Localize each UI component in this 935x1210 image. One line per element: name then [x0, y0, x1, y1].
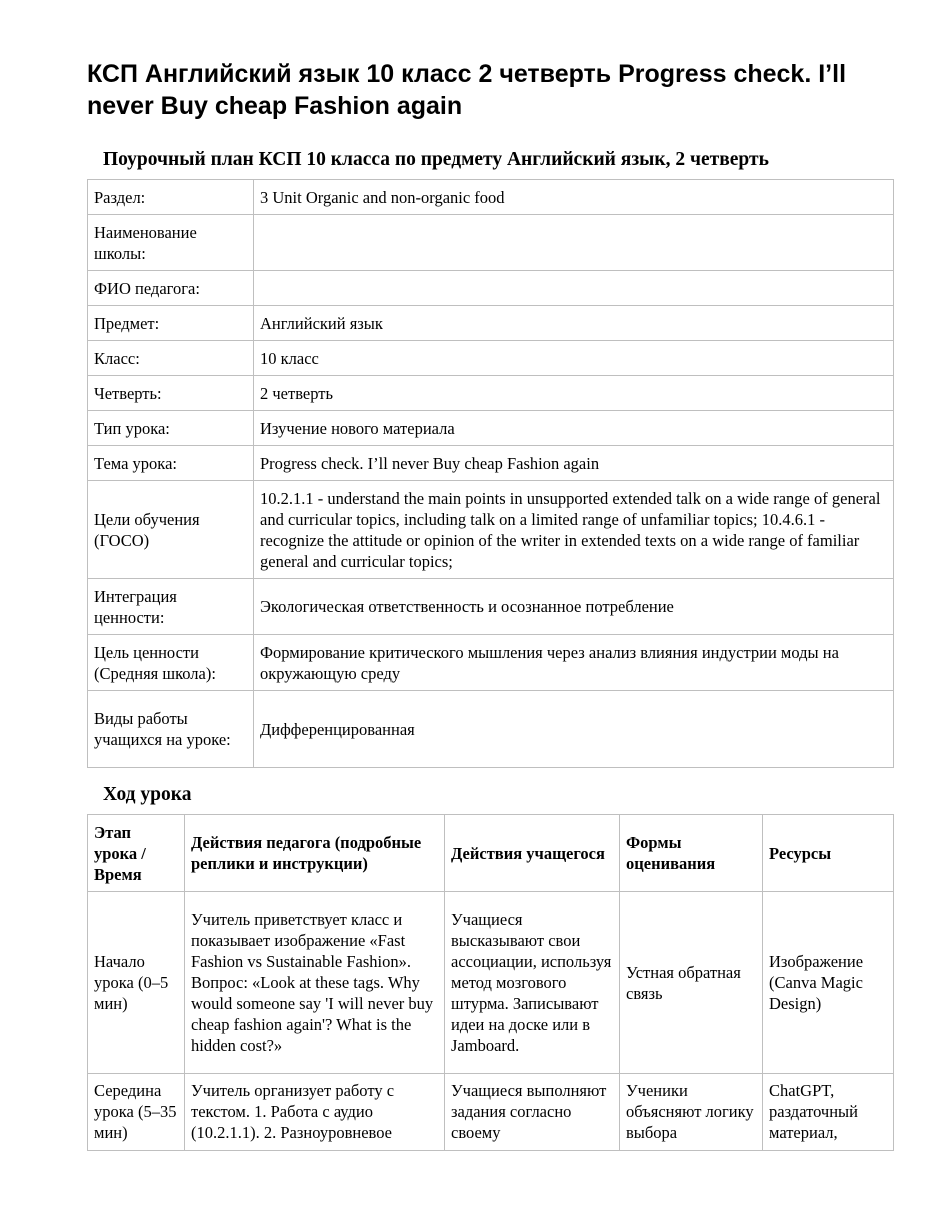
resources-cell: ChatGPT, раздаточный материал, [763, 1074, 894, 1151]
plan-heading: Поурочный план КСП 10 класса по предмету Английский язык, 2 четверть [103, 149, 769, 170]
lesson-header-row [88, 815, 894, 892]
info-label: Класс: [88, 341, 254, 376]
info-value [254, 271, 894, 306]
info-label: Цели обучения (ГОСО) [88, 481, 254, 579]
info-value: 10.2.1.1 - understand the main points in unsupported extended talk on a wide range of general and curricular topics, including talk on a limited range of unfamiliar topics; 10.4.6.1 - recognize the attitude or opinion of the writer in extended texts on a wide range of familiar general and curricular topics; [254, 481, 894, 579]
info-label: Тема урока: [88, 446, 254, 481]
column-header-teacher-actions: Действия педагога (подробные реплики и инструкции) [185, 815, 445, 892]
info-row-objectives [88, 481, 894, 579]
info-value: 10 класс [254, 341, 894, 376]
resources-cell: Изображение (Canva Magic Design) [763, 892, 894, 1074]
info-row-teacher [88, 271, 894, 306]
info-row-school [88, 215, 894, 271]
stage-cell: Начало урока (0–5 мин) [88, 892, 185, 1074]
column-header-stage: Этап урока / Время [88, 815, 185, 892]
info-label: Виды работы учащихся на уроке: [88, 691, 254, 768]
info-label: Интеграция ценности: [88, 579, 254, 635]
info-row-value-integration [88, 579, 894, 635]
info-label: Четверть: [88, 376, 254, 411]
info-label: Раздел: [88, 180, 254, 215]
info-row-lesson-type [88, 411, 894, 446]
info-value: Progress check. I’ll never Buy cheap Fashion again [254, 446, 894, 481]
student-actions-cell: Учащиеся высказывают свои ассоциации, используя метод мозгового штурма. Записывают идеи на доске или в Jamboard. [445, 892, 620, 1074]
assessment-cell: Устная обратная связь [620, 892, 763, 1074]
info-value [254, 215, 894, 271]
lesson-progress-table [87, 814, 894, 1151]
document-title: КСП Английский язык 10 класс 2 четверть Progress check. I’ll never Buy cheap Fashion again [87, 60, 847, 120]
info-row-section [88, 180, 894, 215]
column-header-assessment: Формы оценивания [620, 815, 763, 892]
stage-cell: Середина урока (5–35 мин) [88, 1074, 185, 1151]
info-label: ФИО педагога: [88, 271, 254, 306]
info-label: Тип урока: [88, 411, 254, 446]
lesson-progress-heading: Ход урока [103, 784, 192, 805]
info-label: Цель ценности (Средняя школа): [88, 635, 254, 691]
info-value: 2 четверть [254, 376, 894, 411]
info-row-quarter [88, 376, 894, 411]
lesson-row-beginning [88, 892, 894, 1074]
info-value: 3 Unit Organic and non-organic food [254, 180, 894, 215]
student-actions-cell: Учащиеся выполняют задания согласно своему [445, 1074, 620, 1151]
column-header-student-actions: Действия учащегося [445, 815, 620, 892]
lesson-info-table [87, 179, 894, 768]
info-row-value-goal [88, 635, 894, 691]
lesson-row-middle [88, 1074, 894, 1151]
info-value: Английский язык [254, 306, 894, 341]
info-value: Изучение нового материала [254, 411, 894, 446]
info-row-topic [88, 446, 894, 481]
teacher-actions-cell: Учитель приветствует класс и показывает изображение «Fast Fashion vs Sustainable Fashion». Вопрос: «Look at these tags. Why would someone say 'I will never buy cheap fashion again'? What is the hidden cost?» [185, 892, 445, 1074]
info-row-work-types [88, 691, 894, 768]
info-value: Дифференцированная [254, 691, 894, 768]
info-label: Наименование школы: [88, 215, 254, 271]
teacher-actions-cell: Учитель организует работу с текстом. 1. Работа с аудио (10.2.1.1). 2. Разноуровневое [185, 1074, 445, 1151]
info-value: Формирование критического мышления через анализ влияния индустрии моды на окружающую среду [254, 635, 894, 691]
assessment-cell: Ученики объясняют логику выбора [620, 1074, 763, 1151]
info-value: Экологическая ответственность и осознанное потребление [254, 579, 894, 635]
info-row-subject [88, 306, 894, 341]
info-label: Предмет: [88, 306, 254, 341]
column-header-resources: Ресурсы [763, 815, 894, 892]
info-row-grade [88, 341, 894, 376]
